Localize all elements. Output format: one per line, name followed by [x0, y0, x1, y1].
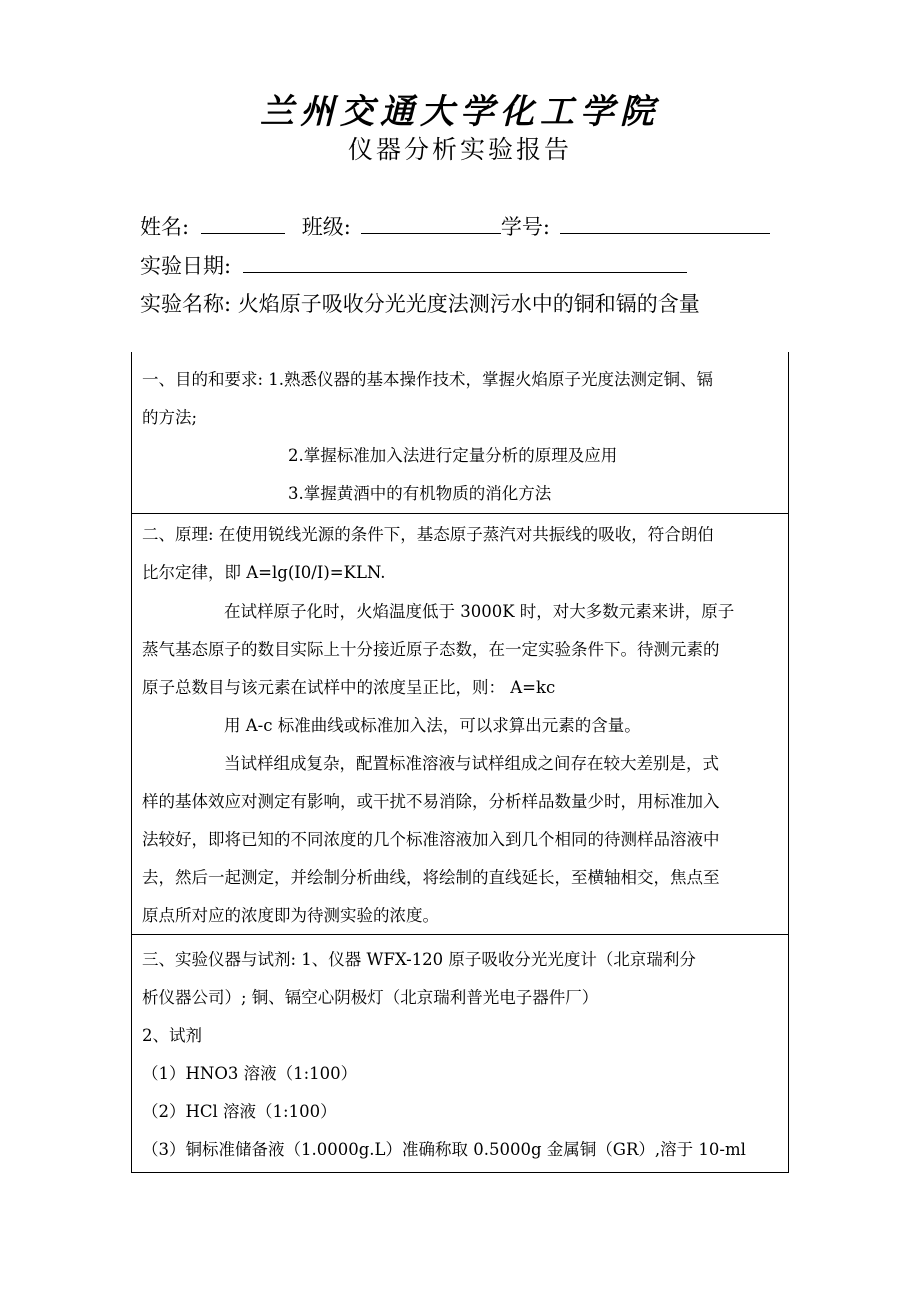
- principle-line-3: 在试样原子化时，火焰温度低于 3000K 时，对大多数元素来讲，原子: [224, 602, 735, 621]
- instruments-line-3: 2、试剂: [142, 1026, 202, 1045]
- instruments-line-2: 析仪器公司）; 铜、镉空心阴极灯（北京瑞利普光电子器件厂）: [142, 988, 599, 1007]
- principle-line-10: 去，然后一起测定，并绘制分析曲线，将绘制的直线延长，至横轴相交，焦点至: [142, 868, 720, 887]
- principle-line-9: 法较好，即将已知的不同浓度的几个标准溶液加入到几个相同的待测样品溶液中: [142, 830, 720, 849]
- date-label: 实验日期:: [140, 254, 232, 278]
- principle-section: [132, 514, 788, 935]
- reagent-hno3: （1）HNO3 溶液（1:100）: [142, 1064, 358, 1083]
- experiment-row: [140, 288, 700, 318]
- principle-line-7: 当试样组成复杂，配置标准溶液与试样组成之间存在较大差别是，式: [224, 754, 719, 773]
- instruments-section: [132, 935, 788, 1171]
- principle-line-4: 蒸气基态原子的数目实际上十分接近原子态数，在一定实验条件下。待测元素的: [142, 640, 720, 659]
- name-label: 姓名:: [140, 215, 190, 239]
- instruments-line-1: 三、实验仪器与试剂: 1、仪器 WFX-120 原子吸收分光光度计（北京瑞利分: [142, 950, 696, 969]
- report-title: 仪器分析实验报告: [347, 135, 572, 164]
- id-blank: [560, 215, 770, 234]
- class-blank: [361, 215, 501, 234]
- school-title: 兰州交通大学化工学院: [260, 92, 660, 132]
- date-blank: [243, 254, 687, 273]
- purpose-line-4: 3.掌握黄酒中的有机物质的消化方法: [288, 484, 552, 503]
- name-blank: [201, 215, 285, 234]
- experiment-name: 火焰原子吸收分光光度法测污水中的铜和镉的含量: [237, 292, 700, 316]
- reagent-copper-standard: （3）铜标准储备液（1.0000g.L）准确称取 0.5000g 金属铜（GR）,溶于 10-ml: [142, 1140, 746, 1159]
- principle-line-11: 原点所对应的浓度即为待测实验的浓度。: [142, 906, 439, 925]
- experiment-label: 实验名称:: [140, 292, 232, 316]
- principle-line-5: 原子总数目与该元素在试样中的浓度呈正比，则： A=kc: [142, 678, 556, 697]
- principle-line-2: 比尔定律，即 A=lg(I0/I)=KLN.: [142, 563, 386, 582]
- id-label: 学号:: [500, 215, 550, 239]
- principle-line-6: 用 A-c 标准曲线或标准加入法，可以求算出元素的含量。: [224, 716, 641, 735]
- purpose-line-1: 一、目的和要求: 1.熟悉仪器的基本操作技术，掌握火焰原子光度法测定铜、镉: [142, 370, 714, 389]
- reagent-hcl: （2）HCl 溶液（1:100）: [142, 1102, 337, 1121]
- principle-line-1: 二、原理: 在使用锐线光源的条件下，基态原子蒸汽对共振线的吸收，符合朗伯: [142, 525, 714, 544]
- purpose-section: [132, 352, 788, 514]
- class-label: 班级:: [301, 215, 351, 239]
- report-table: [131, 352, 789, 1173]
- principle-line-8: 样的基体效应对测定有影响，或干扰不易消除，分析样品数量少时，用标准加入: [142, 792, 720, 811]
- purpose-line-2: 的方法;: [142, 408, 198, 427]
- student-info-row: [140, 211, 770, 241]
- date-row: [140, 250, 687, 280]
- purpose-line-3: 2.掌握标准加入法进行定量分析的原理及应用: [288, 446, 618, 465]
